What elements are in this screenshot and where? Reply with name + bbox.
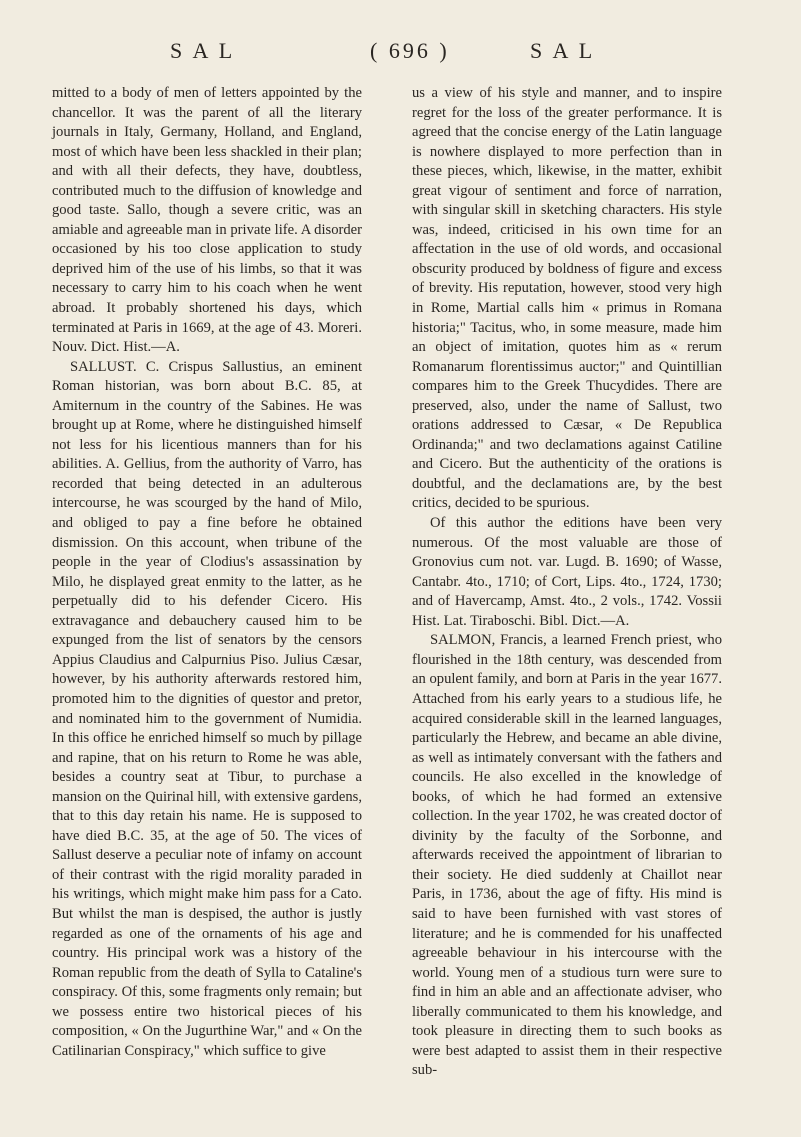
paragraph-sallo-end: mitted to a body of men of letters appointed by the chancellor. It was the parent of all the literary journals in Italy, Germany, Holland, and England, most of which have been less shackled in their plan; and with all their defects, they have, doubtless, contributed much to the diffusion of knowledge and good taste. Sallo, though a severe critic, was an amiable and agreeable man in private life. A disorder occasioned by his too close application to study deprived him of the use of his limbs, so that it was necessary to carry him to his coach when he went abroad. It probably shortened his days, which terminated at Paris in 1669, at the age of 43. Moreri. Nouv. Dict. Hist.—A. — [52, 85, 362, 356]
paragraph-sallust-cont: us a view of his style and manner, and to inspire regret for the loss of the greater performance. It is agreed that the concise energy of the Latin language is nowhere displayed to more perfection than in these pieces, which, likewise, in the matter, exhibit great vigour of sentiment and force of narration, with singular skill in sketching characters. His style was, indeed, criticised in his own time for an affectation in the use of old words, and occasional obscurity produced by boldness of figure and excess of brevity. His reputation, however, stood very high in Rome, Martial calls him « primus in Romana historia;" Tacitus, who, in some measure, made him an object of imitation, quotes him as « rerum Romanarum florentissimus auctor;" and Quintillian compares him to the Greek Thucydides. There are preserved, also, under the name of Sallust, two orations addressed to Cæsar, « De Republica Ordinanda;" and two declamations against Catiline and Cicero. But the authenticity of the orations is doubtful, and the declamations are, by the best critics, decided to be spurious. — [412, 85, 722, 512]
paragraph-editions: Of this author the editions have been very numerous. Of the most valuable are those of Gronovius cum not. var. Lugd. B. 1690; of Wasse, Cantabr. 4to., 1710; of Cort, Lips. 4to., 1724, 1730; and of Havercamp, Amst. 4to., 2 vols., 1742. Vossii Hist. Lat. Tiraboschi. Bibl. Dict.—A. — [412, 515, 722, 629]
right-column — [412, 84, 722, 1081]
paragraph-sallust: SALLUST. C. Crispus Sallustius, an eminent Roman historian, was born about B.C. 85, at Amiternum in the country of the Sabines. He was brought up at Rome, where he distinguished himself not less for his licentious manners than for his abilities. A. Gellius, from the authority of Varro, has recorded that being detected in an adulterous intercourse, he was scourged by the hand of Milo, and obliged to pay a fine before he obtained dismission. On this account, when tribune of the people in the year of Clodius's assassination by Milo, he displayed great enmity to the latter, as he perpetually did to his defender Cicero. His extravagance and debauchery caused him to be expunged from the list of senators by the censors Appius Claudius and Calpurnius Piso. Julius Cæsar, however, by his authority afterwards restored him, promoted him to the dignities of questor and pretor, and nominated him to the government of Numidia. In this office he enriched himself so much by pillage and rapine, that on his return to Rome he was able, besides a country seat at Tibur, to purchase a mansion on the Quirinal hill, with extensive gardens, that to this day retain his name. He is supposed to have died B.C. 35, at the age of 50. The vices of Sallust deserve a peculiar note of infamy on account of their contrast with the rigid morality paraded in his writings, which might make him pass for a Cato. But whilst the man is despised, the author is justly regarded as one of the ornaments of his age and country. His principal work was a history of the Roman republic from the death of Sylla to Cataline's conspiracy. Of this, some fragments only remain; but we possess entire two historical pieces of his composition, « On the Jugurthine War," and « On the Catilinarian Conspiracy," which suffice to give — [52, 358, 362, 1059]
page-number: ( 696 ) — [370, 38, 450, 63]
header-right: S A L — [530, 38, 596, 63]
running-header — [0, 38, 801, 78]
paragraph-salmon: SALMON, Francis, a learned French priest, who flourished in the 18th century, was descended from an opulent family, and born at Paris in the year 1677. Attached from his early years to a studious life, he acquired considerable skill in the learned languages, particularly the Hebrew, and became an able divine, as well as intimately conversant with the fathers and councils. He also excelled in the knowledge of books, of which he had formed an extensive collection. In the year 1702, he was created doctor of divinity by the faculty of the Sorbonne, and afterwards received the appointment of librarian to their society. He died suddenly at Chaillot near Paris, in 1736, about the age of fifty. His mind is said to have been furnished with vast stores of literature; and he is commended for his unaffected agreeable behaviour in his intercourse with the world. Young men of a studious turn were sure to find in him an able and an affectionate adviser, who liberally communicated to them his knowledge, and took pleasure in directing them to such books as were best adapted to assist them in their respective sub- — [412, 632, 722, 1079]
left-column — [52, 84, 362, 1061]
header-left: S A L — [170, 38, 236, 63]
